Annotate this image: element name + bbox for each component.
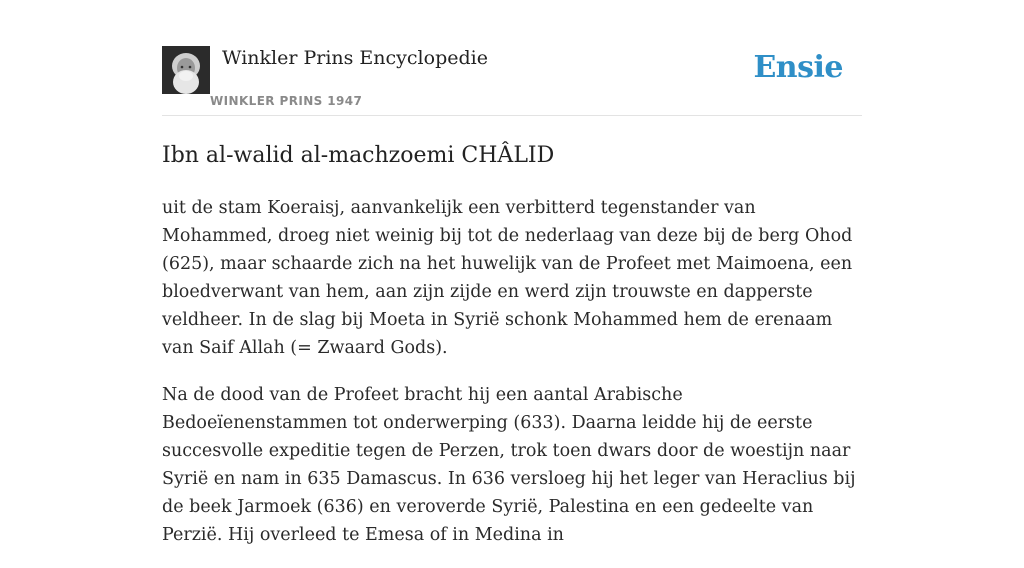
source-avatar[interactable] bbox=[162, 46, 210, 94]
content-container bbox=[162, 0, 862, 568]
source-subtitle[interactable]: WINKLER PRINS 1947 bbox=[210, 94, 363, 108]
paragraph: uit de stam Koeraisj, aanvankelijk een verbitterd tegenstander van Mohammed, droeg niet weinig bij tot de nederlaag van deze bij de berg Ohod (625), maar schaarde zich na het huwelijk van de Profeet met Maimoena, een bloedverwant van hem, aan zijn zijde en werd zijn trouwste en dapperste veldheer. In de slag bij Moeta in Syrië schonk Mohammed hem de erenaam van Saif Allah (= Zwaard Gods). bbox=[162, 198, 853, 358]
brand-logo[interactable]: Ensie bbox=[753, 50, 843, 85]
source-name[interactable]: Winkler Prins Encyclopedie bbox=[222, 47, 488, 69]
article-header bbox=[162, 0, 862, 116]
article-title: Ibn al-walid al-machzoemi CHÂLID bbox=[162, 143, 555, 168]
article-body bbox=[162, 194, 862, 549]
portrait-icon bbox=[162, 46, 210, 94]
paragraph: Na de dood van de Profeet bracht hij een aantal Arabische Bedoeïenenstammen tot onderwerping (633). Daarna leidde hij de eerste succesvolle expeditie tegen de Perzen, trok toen dwars door de woestijn naar Syrië en nam in 635 Damascus. In 636 versloeg hij het leger van Heraclius bij de beek Jarmoek (636) en veroverde Syrië, Palestina en een gedeelte van Perzië. Hij overleed te Emesa of in Medina in bbox=[162, 385, 856, 545]
